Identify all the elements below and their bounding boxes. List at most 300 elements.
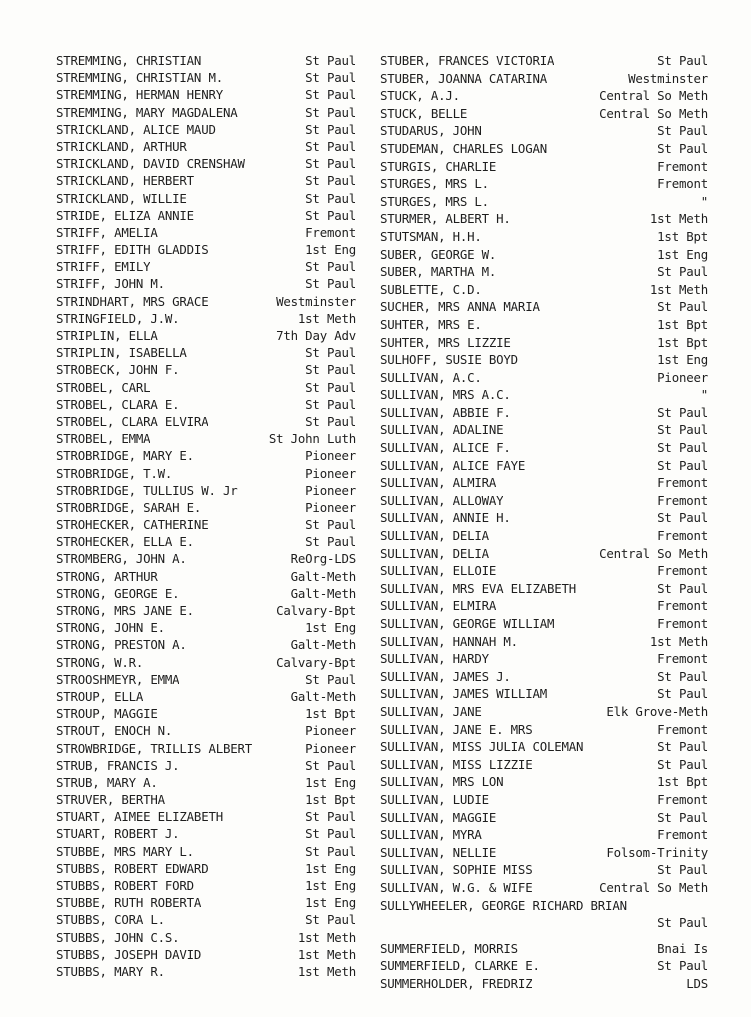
entry-name: STREMMING, CHRISTIAN M. (56, 70, 223, 86)
entry-name: STRIDE, ELIZA ANNIE (56, 207, 194, 223)
directory-entry (56, 138, 356, 155)
directory-entry (380, 158, 708, 176)
entry-name: STROBRIDGE, T.W. (56, 465, 173, 481)
entry-church: 1st Bpt (657, 228, 708, 244)
entry-church: St Paul (305, 534, 356, 550)
directory-entry (380, 685, 708, 703)
directory-entry (56, 310, 356, 327)
entry-church: LDS (686, 975, 708, 991)
entry-name: SULLIVAN, SOPHIE MISS (380, 862, 533, 878)
entry-church: Galt-Meth (290, 688, 356, 704)
entry-church: 1st Meth (297, 946, 356, 962)
entry-name: STUBBE, MRS MARY L. (56, 843, 194, 859)
entry-name: SULLIVAN, JANE (380, 703, 482, 719)
entry-name: STRUB, MARY A. (56, 774, 158, 790)
entry-church: Fremont (657, 563, 708, 579)
entry-name: STURMER, ALBERT H. (380, 211, 511, 227)
left-column (56, 52, 356, 980)
directory-entry (380, 263, 708, 281)
entry-name: STRICKLAND, ARTHUR (56, 138, 187, 154)
directory-entry (56, 121, 356, 138)
entry-name: STURGES, MRS L. (380, 176, 489, 192)
directory-entry (56, 808, 356, 825)
entry-name: STRONG, PRESTON A. (56, 637, 187, 653)
entry-name: STRUVER, BERTHA (56, 792, 165, 808)
directory-entry (380, 957, 708, 975)
entry-name: SULLIVAN, W.G. & WIFE (380, 879, 533, 895)
entry-church: St Paul (657, 958, 708, 974)
directory-entry (380, 351, 708, 369)
entry-name: STRICKLAND, HERBERT (56, 173, 194, 189)
entry-name: SULLIVAN, A.C. (380, 369, 482, 385)
directory-entry (380, 140, 708, 158)
entry-name: STUBBS, ROBERT EDWARD (56, 860, 209, 876)
directory-entry (380, 457, 708, 475)
directory-entry (380, 52, 708, 70)
directory-entry (56, 172, 356, 189)
entry-church: St Paul (305, 912, 356, 928)
entry-church: 1st Eng (657, 246, 708, 262)
directory-entry (380, 316, 708, 334)
directory-entry (56, 757, 356, 774)
directory-entry (56, 86, 356, 103)
entry-name: STUBBS, JOHN C.S. (56, 929, 180, 945)
entry-church: St Paul (657, 510, 708, 526)
entry-name: SULHOFF, SUSIE BOYD (380, 352, 518, 368)
entry-name: STROBEL, EMMA (56, 431, 151, 447)
entry-church: St John Luth (268, 431, 356, 447)
directory-entry (380, 879, 708, 897)
entry-church: St Paul (305, 121, 356, 137)
entry-church: Fremont (657, 475, 708, 491)
directory-entry (56, 705, 356, 722)
entry-name: SULLIVAN, DELIA (380, 545, 489, 561)
entry-church: St Paul (305, 843, 356, 859)
entry-name: SULLIVAN, ALLOWAY (380, 492, 504, 508)
directory-entry (380, 386, 708, 404)
directory-entry (56, 430, 356, 447)
entry-name: SULLIVAN, ELMIRA (380, 598, 497, 614)
entry-church: St Paul (657, 739, 708, 755)
entry-name: STROBRIDGE, SARAH E. (56, 499, 202, 515)
directory-entry (56, 241, 356, 258)
entry-church: St Paul (305, 138, 356, 154)
entry-name: STRONG, MRS JANE E. (56, 603, 194, 618)
directory-entry (380, 175, 708, 193)
directory-entry (380, 545, 708, 563)
entry-church: Central So Meth (599, 879, 708, 895)
entry-name: STRIPLIN, ISABELLA (56, 345, 187, 361)
entry-name: SULLIVAN, MISS JULIA COLEMAN (380, 739, 584, 755)
directory-entry (56, 207, 356, 224)
directory-entry (380, 738, 708, 756)
entry-name: STROBEL, CLARA E. (56, 396, 180, 412)
entry-church: 1st Eng (305, 878, 356, 893)
entry-name: STRUB, FRANCIS J. (56, 757, 180, 773)
entry-church: Pioneer (305, 740, 356, 756)
entry-church: Central So Meth (599, 88, 708, 104)
entry-church: St Paul (305, 826, 356, 842)
entry-church: St Paul (657, 422, 708, 438)
directory-entry (56, 825, 356, 842)
entry-church: 1st Meth (297, 310, 356, 326)
entry-church: 1st Bpt (305, 706, 356, 722)
entry-name: STROMBERG, JOHN A. (56, 551, 187, 567)
entry-church: Elk Grove-Meth (606, 703, 708, 719)
entry-church: St Paul (657, 440, 708, 456)
entry-church: St Paul (657, 668, 708, 684)
entry-church: 1st Bpt (657, 774, 708, 790)
entry-church: " (700, 193, 708, 209)
entry-name: STROBECK, JOHN F. (56, 362, 180, 378)
entry-name: STROBEL, CARL (56, 379, 151, 395)
entry-name: SULLIVAN, MRS EVA ELIZABETH (380, 580, 577, 596)
entry-church: St Paul (305, 396, 356, 412)
entry-church: Pioneer (305, 723, 356, 739)
directory-entry (56, 413, 356, 430)
entry-name: STRICKLAND, DAVID CRENSHAW (56, 156, 245, 172)
directory-entry (380, 281, 708, 299)
directory-entry (56, 69, 356, 86)
entry-name: STRICKLAND, ALICE MAUD (56, 121, 216, 137)
directory-entry (380, 861, 708, 879)
directory-entry (380, 633, 708, 651)
entry-church: St Paul (305, 87, 356, 103)
entry-name: SULLIVAN, MISS LIZZIE (380, 756, 533, 772)
entry-name: SUMMERHOLDER, FREDRIZ (380, 975, 533, 991)
entry-church: Folsom-Trinity (606, 844, 708, 860)
directory-entry (56, 774, 356, 791)
entry-name: STRIFF, EDITH GLADDIS (56, 242, 209, 258)
entry-name: STRINGFIELD, J.W. (56, 310, 180, 326)
entry-name: STROHECKER, CATHERINE (56, 517, 209, 533)
entry-name: STROOSHMEYR, EMMA (56, 671, 180, 687)
entry-name: SUCHER, MRS ANNA MARIA (380, 299, 540, 315)
directory-entry (56, 860, 356, 877)
entry-name: STROBEL, CLARA ELVIRA (56, 413, 209, 429)
entry-name: STROUP, MAGGIE (56, 706, 158, 722)
directory-entry (380, 474, 708, 492)
entry-name: SULLIVAN, JAMES J. (380, 668, 511, 684)
entry-name: STUDEMAN, CHARLES LOGAN (380, 140, 547, 156)
directory-entry (380, 826, 708, 844)
entry-church: St Paul (305, 156, 356, 172)
entry-name: STROUP, ELLA (56, 688, 144, 704)
directory-entry (56, 602, 356, 619)
entry-name: SULLIVAN, ADALINE (380, 422, 504, 438)
directory-entry (380, 668, 708, 686)
directory-entry (380, 509, 708, 527)
entry-church: St Paul (657, 123, 708, 139)
directory-entry (380, 228, 708, 246)
entry-church: St Paul (305, 276, 356, 292)
directory-entry (380, 334, 708, 352)
directory-entry (380, 562, 708, 580)
entry-church: St Paul (305, 207, 356, 223)
entry-church: Bnai Is (657, 940, 708, 956)
entry-name: SULLIVAN, ALICE F. (380, 440, 511, 456)
entry-church: 1st Eng (657, 352, 708, 368)
directory-entry (380, 703, 708, 721)
directory-entry (380, 105, 708, 123)
directory-entry (56, 396, 356, 413)
directory-entry (56, 52, 356, 69)
entry-church: Pioneer (305, 465, 356, 481)
directory-entry (56, 619, 356, 636)
entry-church: ReOrg-LDS (290, 551, 356, 567)
entry-name: SULLIVAN, ANNIE H. (380, 510, 511, 526)
directory-entry (380, 404, 708, 422)
directory-entry (56, 499, 356, 516)
directory-entry (56, 550, 356, 567)
entry-church: St Paul (305, 413, 356, 429)
entry-church: St Paul (657, 915, 708, 931)
entry-church: St Paul (305, 53, 356, 68)
entry-church: Fremont (657, 176, 708, 192)
entry-name: STRICKLAND, WILLIE (56, 190, 187, 206)
directory-entry (56, 361, 356, 378)
directory-entry (56, 568, 356, 585)
directory-entry (56, 482, 356, 499)
entry-church: 7th Day Adv (276, 328, 356, 343)
entry-name: STREMMING, HERMAN HENRY (56, 87, 223, 103)
entry-name: STUBBS, ROBERT FORD (56, 878, 194, 893)
entry-church: St Paul (305, 190, 356, 206)
entry-church: St Paul (657, 756, 708, 772)
entry-church: Galt-Meth (290, 568, 356, 584)
entry-name: STRONG, ARTHUR (56, 568, 158, 584)
entry-church: Westminster (276, 293, 356, 309)
entry-name: SULLIVAN, JANE E. MRS (380, 721, 533, 737)
entry-church: Central So Meth (599, 545, 708, 561)
entry-name: SULLIVAN, DELIA (380, 528, 489, 544)
directory-entry (380, 721, 708, 739)
directory-entry (56, 516, 356, 533)
directory-entry (56, 190, 356, 207)
entry-name: STUBBE, RUTH ROBERTA (56, 895, 202, 911)
entry-church: Fremont (657, 492, 708, 508)
entry-name: STRONG, W.R. (56, 654, 144, 670)
entry-name: SULLIVAN, MYRA (380, 827, 482, 843)
entry-church: Westminster (628, 70, 708, 86)
directory-entry (380, 914, 708, 932)
entry-name: SULLIVAN, HARDY (380, 651, 489, 667)
directory-entry (56, 654, 356, 671)
entry-name: STUBER, FRANCES VICTORIA (380, 53, 555, 68)
directory-entry (380, 122, 708, 140)
directory-entry (56, 791, 356, 808)
directory-entry (380, 298, 708, 316)
entry-church: Fremont (657, 721, 708, 737)
directory-entry (56, 963, 356, 980)
entry-church: St Paul (305, 671, 356, 687)
directory-entry (380, 421, 708, 439)
directory-entry (56, 843, 356, 860)
directory-entry (56, 258, 356, 275)
directory-entry (56, 894, 356, 911)
directory-entry (380, 210, 708, 228)
entry-name: SULLIVAN, ALMIRA (380, 475, 497, 491)
directory-entry (380, 246, 708, 264)
entry-church: St Paul (657, 299, 708, 315)
directory-entry (380, 615, 708, 633)
entry-church: St Paul (305, 379, 356, 395)
entry-church: 1st Meth (649, 633, 708, 649)
directory-entry (56, 344, 356, 361)
entry-name: SULLIVAN, HANNAH M. (380, 633, 518, 649)
entry-church: Pioneer (305, 499, 356, 515)
entry-church: St Paul (305, 517, 356, 533)
directory-entry (380, 809, 708, 827)
entry-name: STRONG, JOHN E. (56, 620, 165, 636)
directory-entry (56, 379, 356, 396)
entry-name: SUBER, MARTHA M. (380, 264, 497, 280)
directory-entry (56, 636, 356, 653)
entry-name: SUHTER, MRS LIZZIE (380, 334, 511, 350)
entry-church: 1st Meth (649, 211, 708, 227)
entry-name: STRINDHART, MRS GRACE (56, 293, 209, 309)
entry-church: St Paul (305, 173, 356, 189)
entry-name: STUDARUS, JOHN (380, 123, 482, 139)
entry-name: SULLIVAN, NELLIE (380, 844, 497, 860)
entry-name: STROUT, ENOCH N. (56, 723, 173, 739)
entry-name: SULLIVAN, LUDIE (380, 791, 489, 807)
directory-entry (380, 791, 708, 809)
directory-entry (380, 580, 708, 598)
entry-church: Calvary-Bpt (276, 603, 356, 618)
entry-church: Calvary-Bpt (276, 654, 356, 670)
entry-name: STUCK, A.J. (380, 88, 460, 104)
directory-entry (56, 688, 356, 705)
right-column (380, 52, 708, 992)
entry-name: STRONG, GEORGE E. (56, 585, 180, 601)
entry-name: STUBBS, JOSEPH DAVID (56, 946, 202, 962)
entry-name: SUBER, GEORGE W. (380, 246, 497, 262)
entry-church: St Paul (657, 580, 708, 596)
entry-church: St Paul (657, 809, 708, 825)
entry-name: SULLIVAN, MAGGIE (380, 809, 497, 825)
entry-church: 1st Eng (305, 620, 356, 636)
entry-name: STURGES, MRS L. (380, 193, 489, 209)
entry-name: SULLIVAN, MRS LON (380, 774, 504, 790)
directory-entry (380, 597, 708, 615)
entry-name: STRIFF, AMELIA (56, 224, 158, 240)
entry-church: Fremont (657, 158, 708, 174)
entry-church: Galt-Meth (290, 585, 356, 601)
entry-church: St Paul (657, 264, 708, 280)
entry-name: SUBLETTE, C.D. (380, 281, 482, 297)
entry-name: STREMMING, CHRISTIAN (56, 53, 202, 68)
entry-name: STUART, AIMEE ELIZABETH (56, 809, 223, 825)
directory-entry (56, 585, 356, 602)
directory-entry (56, 929, 356, 946)
entry-name: STROBRIDGE, MARY E. (56, 448, 194, 464)
directory-entry (380, 70, 708, 88)
entry-church: 1st Meth (649, 281, 708, 297)
entry-church: St Paul (305, 345, 356, 361)
directory-entry (380, 369, 708, 387)
entry-church: 1st Eng (305, 774, 356, 790)
entry-name: STUBBS, CORA L. (56, 912, 165, 928)
directory-entry (380, 844, 708, 862)
entry-church: Pioneer (657, 369, 708, 385)
entry-church: Fremont (657, 651, 708, 667)
entry-church: St Paul (305, 757, 356, 773)
entry-church: 1st Eng (305, 242, 356, 258)
directory-entry (380, 527, 708, 545)
entry-name: STROHECKER, ELLA E. (56, 534, 194, 550)
entry-church: St Paul (305, 70, 356, 86)
entry-name: SUMMERFIELD, CLARKE E. (380, 958, 540, 974)
directory-entry (380, 940, 708, 958)
directory-entry (56, 327, 356, 344)
entry-name: SULLIVAN, ELLOIE (380, 563, 497, 579)
directory-entry (380, 897, 708, 915)
entry-church: St Paul (657, 686, 708, 702)
entry-church: Fremont (657, 616, 708, 631)
entry-name: STUBER, JOANNA CATARINA (380, 70, 547, 86)
directory-entry (380, 650, 708, 668)
directory-entry (56, 740, 356, 757)
entry-church: " (700, 387, 708, 403)
entry-name: STRIFF, EMILY (56, 259, 151, 275)
entry-name: SUHTER, MRS E. (380, 316, 482, 332)
entry-church: Galt-Meth (290, 637, 356, 653)
entry-church: Fremont (657, 791, 708, 807)
directory-entry (56, 275, 356, 292)
entry-church: 1st Eng (305, 860, 356, 876)
entry-name: SULLIVAN, MRS A.C. (380, 387, 511, 403)
entry-church: St Paul (305, 362, 356, 378)
directory-entry (56, 155, 356, 172)
entry-church: 1st Meth (297, 929, 356, 945)
entry-church: St Paul (305, 259, 356, 275)
directory-entry (380, 492, 708, 510)
entry-name: STUTSMAN, H.H. (380, 228, 482, 244)
directory-entry (380, 756, 708, 774)
entry-church: Fremont (657, 528, 708, 544)
directory-entry (56, 946, 356, 963)
entry-name: SULLIVAN, ABBIE F. (380, 404, 511, 420)
directory-entry (56, 224, 356, 241)
entry-name: STUART, ROBERT J. (56, 826, 180, 842)
directory-entry (380, 439, 708, 457)
directory-entry (56, 877, 356, 894)
directory-entry (56, 104, 356, 121)
directory-entry (56, 722, 356, 739)
entry-name: SUMMERFIELD, MORRIS (380, 940, 518, 956)
entry-church: Pioneer (305, 482, 356, 498)
entry-name: SULLYWHEELER, GEORGE RICHARD BRIAN (380, 897, 627, 913)
directory-entry (380, 87, 708, 105)
entry-name: STRIPLIN, ELLA (56, 328, 158, 343)
entry-church: St Paul (657, 457, 708, 473)
entry-name: SULLIVAN, JAMES WILLIAM (380, 686, 547, 702)
directory-entry (56, 911, 356, 928)
directory-entry (56, 447, 356, 464)
entry-church: 1st Bpt (657, 316, 708, 332)
entry-name: STRIFF, JOHN M. (56, 276, 165, 292)
directory-entry (380, 193, 708, 211)
entry-church: St Paul (305, 809, 356, 825)
entry-church: St Paul (657, 140, 708, 156)
entry-church: 1st Bpt (305, 792, 356, 808)
directory-entry (56, 465, 356, 482)
entry-church: St Paul (305, 104, 356, 120)
entry-church: St Paul (657, 404, 708, 420)
entry-church: Pioneer (305, 448, 356, 464)
entry-name: STURGIS, CHARLIE (380, 158, 497, 174)
